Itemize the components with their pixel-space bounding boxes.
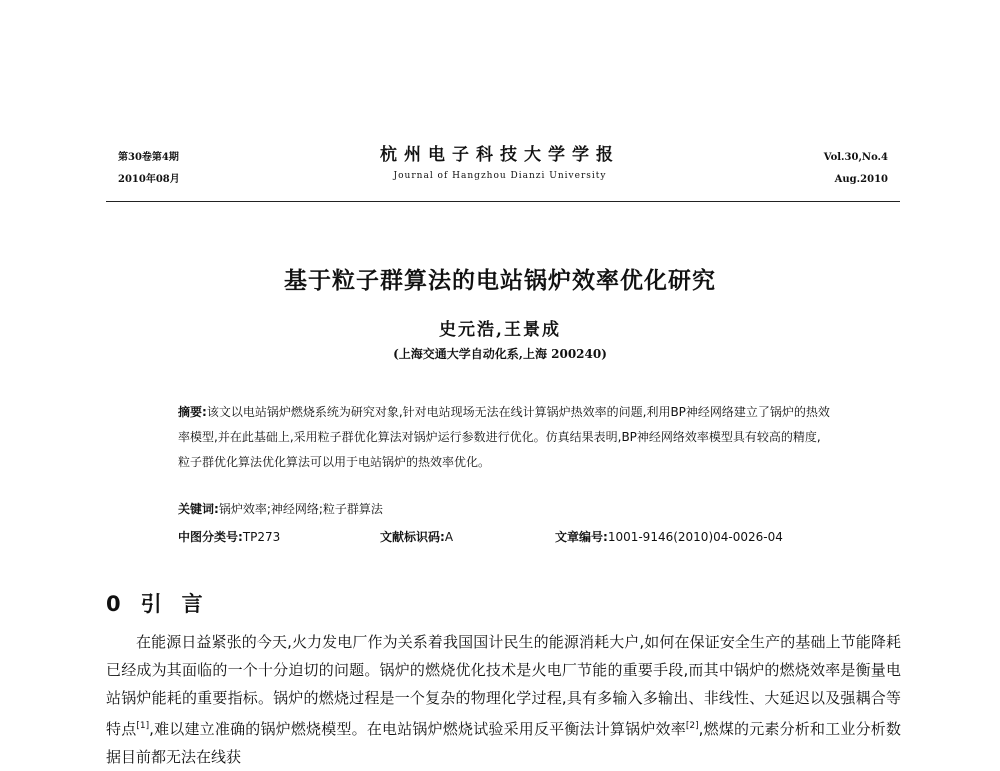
citation-1[interactable]: [1]: [136, 721, 150, 731]
keywords-text: 锅炉效率;神经网络;粒子群算法: [218, 502, 383, 516]
abstract: [178, 400, 830, 475]
header-divider: [106, 201, 900, 202]
keywords: [178, 500, 383, 517]
issue-number: 第30卷第4期: [118, 152, 179, 163]
issue-info: [118, 147, 180, 191]
art-value: 1001-9146(2010)04-0026-04: [607, 530, 783, 544]
keywords-label: 关键词:: [178, 502, 219, 516]
body-text-2: ,难以建立准确的锅炉燃烧模型。在电站锅炉燃烧试验采用反平衡法计算锅炉效率: [149, 720, 686, 738]
author-affiliation: (上海交通大学自动化系,上海 200240): [393, 347, 607, 361]
body-text-3: ,燃煤的元素分析和工业分析数据目前都无法在线获: [106, 720, 901, 766]
body-paragraph: [106, 628, 901, 771]
clc-label: 中图分类号:: [178, 530, 243, 544]
volume-date: Aug.2010: [834, 174, 888, 185]
journal-name-en: Journal of Hangzhou Dianzi University: [393, 171, 607, 181]
section-title: 引言: [140, 592, 223, 616]
document-code: [380, 528, 453, 545]
issue-date: 2010年08月: [118, 174, 180, 185]
paper-authors: 史元浩,王景成: [439, 320, 561, 340]
journal-header: [300, 140, 700, 181]
abstract-label: 摘要:: [178, 405, 207, 419]
body-text-1: 在能源日益紧张的今天,火力发电厂作为关系着我国国计民生的能源消耗大户,如何在保证安全生产的基础上节能降耗已经成为其面临的一个十分迫切的问题。锅炉的燃烧优化技术是火电厂节能的重要手段,而其中锅炉的燃烧效率是衡量电站锅炉能耗的重要指标。锅炉的燃烧过程是一个复杂的物理化学过程,具有多输入多输出、非线性、大延迟以及强耦合等特点: [106, 633, 901, 738]
clc-value: TP273: [242, 530, 281, 544]
abstract-text: 该文以电站锅炉燃烧系统为研究对象,针对电站现场无法在线计算锅炉热效率的问题,利用BP神经网络建立了锅炉的热效率模型,并在此基础上,采用粒子群优化算法对锅炉运行参数进行优化。仿真结果表明,BP神经网络效率模型具有较高的精度,粒子群优化算法优化算法可以用于电站锅炉的热效率优化。: [178, 405, 830, 469]
art-label: 文章编号:: [555, 530, 608, 544]
journal-name-cn: 杭州电子科技大学学报: [380, 145, 620, 165]
volume-info: [824, 147, 888, 191]
citation-2[interactable]: [2]: [685, 721, 699, 731]
section-number: 0: [106, 592, 121, 616]
clc-number: [178, 528, 280, 545]
paper-title: 基于粒子群算法的电站锅炉效率优化研究: [284, 268, 716, 294]
article-number: [555, 528, 783, 545]
volume-number: Vol.30,No.4: [823, 152, 888, 163]
doc-value: A: [444, 530, 454, 544]
section-heading: [106, 588, 223, 618]
doc-label: 文献标识码:: [380, 530, 445, 544]
